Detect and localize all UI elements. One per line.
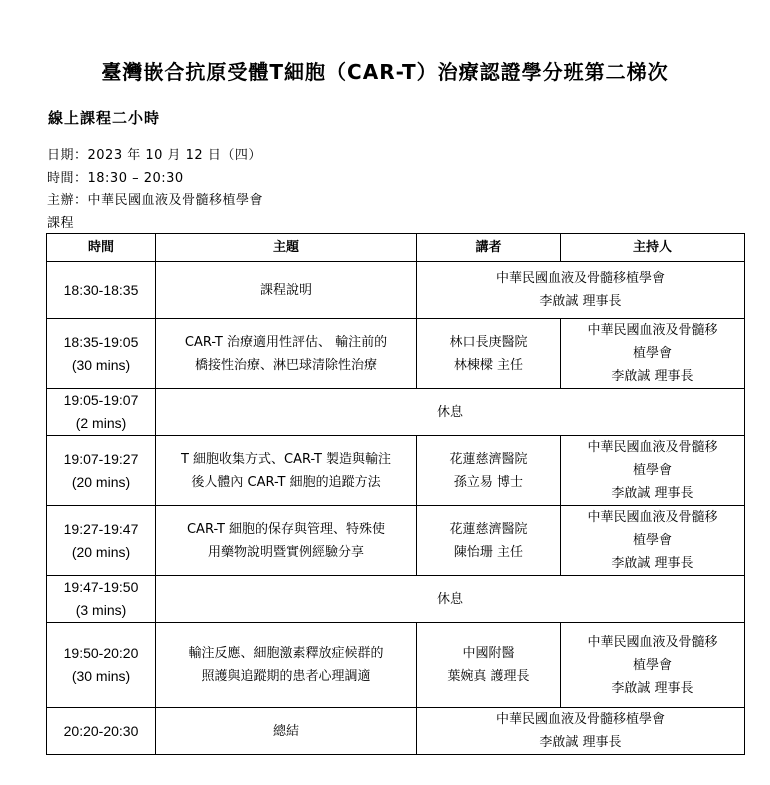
table-row: [47, 576, 745, 623]
host-org: 中華民國血液及骨髓移: [587, 634, 718, 650]
table-row: [47, 506, 745, 576]
duration: (30 mins): [71, 356, 131, 373]
host-name: 李啟誠 理事長: [539, 735, 622, 750]
time-range: 19:07-19:27: [63, 450, 139, 467]
speaker-affiliation: 林口長庚醫院: [449, 334, 528, 350]
table-row: [47, 262, 745, 319]
topic-text: CAR-T 治療適用性評估、 輸注前的: [184, 334, 388, 350]
header-topic: 主題: [156, 234, 417, 262]
topic-text: 照護與追蹤期的患者心理調適: [201, 669, 371, 684]
topic-cell: [156, 708, 417, 755]
duration: (30 mins): [71, 668, 131, 684]
host-org: 植學會: [632, 346, 672, 361]
host-name: 李啟誠 理事長: [611, 556, 694, 571]
time-range: 18:35-19:05: [63, 333, 139, 350]
topic-text: 用藥物說明暨實例經驗分享: [207, 544, 364, 560]
duration: (3 mins): [75, 602, 127, 618]
time-range: 18:30-18:35: [63, 281, 139, 298]
break-cell: 休息: [156, 389, 745, 436]
host-cell: [561, 506, 745, 576]
topic-cell: [156, 506, 417, 576]
speaker-affiliation: 花蓮慈濟醫院: [449, 521, 528, 537]
host-org: 植學會: [632, 533, 672, 548]
speaker-cell: [417, 623, 561, 708]
host-org: 中華民國血液及骨髓移: [587, 510, 718, 525]
topic-text: CAR-T 細胞的保存與管理、特殊使: [186, 521, 386, 537]
time-cell: [47, 576, 156, 623]
document-title: 臺灣嵌合抗原受體T細胞（CAR-T）治療認證學分班第二梯次: [101, 60, 669, 84]
speaker-affiliation: 中國附醫: [462, 646, 515, 661]
host-name: 李啟誠 理事長: [611, 486, 694, 501]
header-time: 時間: [47, 234, 156, 262]
speaker-name: 陳怡珊 主任: [453, 544, 524, 560]
topic-text: 橋接性治療、淋巴球清除性治療: [194, 357, 377, 373]
header-host: 主持人: [561, 234, 745, 262]
time-range: 19:05-19:07: [63, 392, 139, 408]
section-subtitle: 線上課程二小時: [48, 109, 161, 127]
duration: (20 mins): [71, 473, 131, 490]
topic-cell: [156, 319, 417, 389]
host-org: 植學會: [632, 657, 672, 673]
topic-cell: [156, 623, 417, 708]
table-header-row: [47, 234, 745, 262]
time-cell: [47, 623, 156, 708]
course-label: 課程: [47, 216, 75, 231]
time-cell: [47, 262, 156, 319]
time-line: 時間：18:30 – 20:30: [47, 171, 184, 186]
topic-text: 總結: [272, 723, 299, 739]
host-org: 中華民國血液及骨髓移植學會: [495, 271, 665, 286]
time-range: 19:50-20:20: [63, 645, 139, 661]
host-name: 李啟誠 理事長: [539, 294, 622, 309]
header-speaker: 講者: [417, 234, 561, 262]
time-range: 19:27-19:47: [63, 520, 139, 537]
host-name: 李啟誠 理事長: [611, 680, 694, 696]
speaker-cell: [417, 506, 561, 576]
time-cell: [47, 506, 156, 576]
speaker-cell: [417, 436, 561, 506]
topic-text: 輸注反應、細胞激素釋放症候群的: [188, 646, 384, 661]
host-merged-cell: [417, 708, 745, 755]
date-line: 日期：2023 年 10 月 12 日（四）: [47, 148, 262, 163]
topic-text: 後人體內 CAR-T 細胞的追蹤方法: [191, 474, 381, 490]
speaker-affiliation: 花蓮慈濟醫院: [449, 451, 528, 467]
speaker-name: 葉婉真 護理長: [447, 669, 530, 684]
organizer-line: 主辦：中華民國血液及骨髓移植學會: [47, 193, 264, 208]
table-row: [47, 389, 745, 436]
host-org: 中華民國血液及骨髓移植學會: [495, 712, 665, 727]
time-range: 20:20-20:30: [63, 722, 139, 739]
host-cell: [561, 623, 745, 708]
host-cell: [561, 436, 745, 506]
time-cell: [47, 436, 156, 506]
break-cell: 休息: [156, 576, 745, 623]
table-row: [47, 708, 745, 755]
speaker-cell: [417, 319, 561, 389]
time-range: 19:47-19:50: [63, 579, 139, 595]
host-org: 中華民國血液及骨髓移: [587, 440, 718, 455]
host-org: 中華民國血液及骨髓移: [587, 323, 718, 338]
duration: (20 mins): [71, 543, 131, 560]
schedule-table: [46, 233, 745, 755]
table-row: [47, 319, 745, 389]
host-merged-cell: [417, 262, 745, 319]
duration: (2 mins): [75, 415, 127, 431]
time-cell: [47, 708, 156, 755]
host-name: 李啟誠 理事長: [611, 369, 694, 384]
topic-text: T 細胞收集方式、CAR-T 製造與輸注: [180, 451, 392, 467]
speaker-name: 孫立易 博士: [453, 474, 524, 490]
host-cell: [561, 319, 745, 389]
table-row: [47, 436, 745, 506]
speaker-name: 林棟樑 主任: [453, 357, 524, 373]
host-org: 植學會: [632, 463, 672, 478]
topic-text: 課程說明: [259, 282, 312, 298]
time-cell: [47, 319, 156, 389]
table-row: [47, 623, 745, 708]
time-cell: [47, 389, 156, 436]
topic-cell: [156, 262, 417, 319]
topic-cell: [156, 436, 417, 506]
